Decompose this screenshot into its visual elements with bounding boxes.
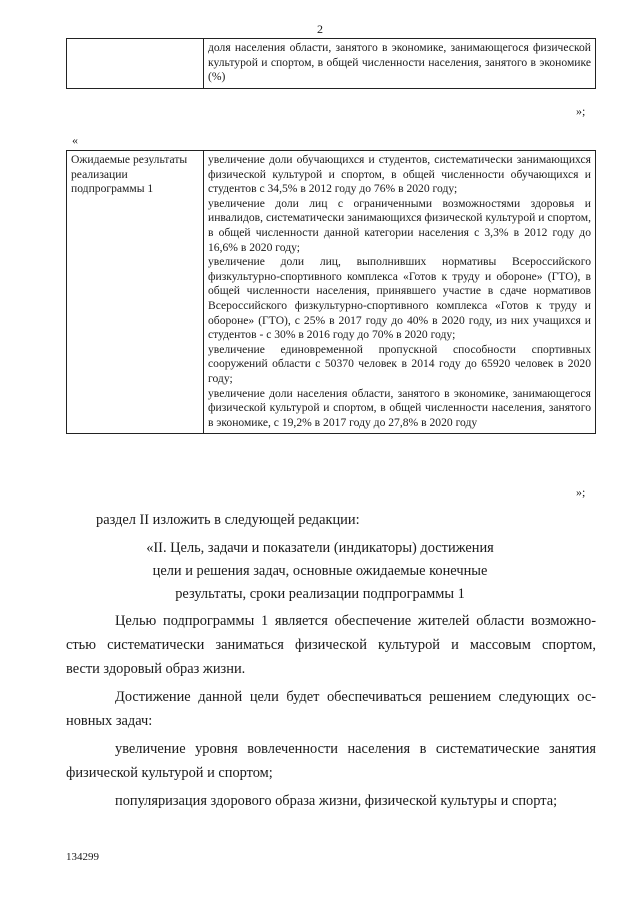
page-number: 2 [317, 22, 323, 36]
table-empty-cell [67, 39, 204, 89]
result-item: увеличение доли лиц, выполнивших нормативы Всероссийского физкультурно-спортивного комплекса «Готов к труду и обороне» (ГТО), в общей численности населения, принявшего участие в сдаче нормативов Всероссийского физкультурно-спортивного комплекса «Готов к труду и обороне» (ГТО), с 25% в 2017 году до 40% в 2020 году, из них учащихся и студентов - с 30% в 2016 году до 70% в 2020 году; [208, 255, 591, 342]
result-item: увеличение доли населения области, занятого в экономике, занимающегося физической культурой и спортом, в общей численности населения, занятого в экономике, с 19,2% в 2017 году до 27,8% в 2020 году [208, 386, 591, 429]
result-item: увеличение доли лиц с ограниченными возможностями здоровья и инвалидов, систематически занимающихся физической культурой и спортом, в общей численности данной категории населения с 3,3% в 2012 году до 16,6% в 2020 году; [208, 196, 591, 254]
expected-results-table [66, 150, 596, 434]
closing-quote: »; [576, 104, 586, 118]
result-item: увеличение доли обучающихся и студентов, систематически занимающихся физической культурой и спортом, в общей численности обучающихся и студентов с 34,5% в 2012 году до 76% в 2020 году; [208, 153, 591, 196]
paragraph-line: физической культурой и спортом; [66, 765, 273, 781]
closing-quote: »; [576, 485, 586, 499]
table-cell-text: доля населения области, занятого в экономике, занимающегося физической культурой и спортом, в общей численности населения, занятого в экономике (%) [204, 39, 596, 89]
section-intro: раздел II изложить в следующей редакции: [96, 512, 360, 528]
opening-quote: « [72, 133, 78, 147]
paragraph-line: вести здоровый образ жизни. [66, 661, 246, 677]
heading-line: цели и решения задач, основные ожидаемые конечные [152, 563, 488, 579]
heading-line: результаты, сроки реализации подпрограммы 1 [175, 586, 465, 602]
paragraph-line: Целью подпрограммы 1 является обеспечение жителей области возможно- [115, 613, 596, 629]
table-top-fragment [66, 38, 596, 89]
table-results-cell [204, 151, 596, 434]
paragraph-line: популяризация здорового образа жизни, физической культуры и спорта; [115, 793, 558, 809]
heading-line: «II. Цель, задачи и показатели (индикаторы) достижения [146, 540, 494, 556]
paragraph-line: Достижение данной цели будет обеспечиваться решением следующих ос- [115, 689, 596, 705]
table-label-cell: Ожидаемые результаты реализации подпрограммы 1 [67, 151, 204, 434]
result-item: увеличение единовременной пропускной способности спортивных сооружений области с 50370 человек в 2014 году до 65920 человек в 2020 году; [208, 342, 591, 385]
document-code: 134299 [66, 851, 99, 863]
paragraph-line: увеличение уровня вовлеченности населения в систематические занятия [115, 741, 596, 757]
paragraph-line: стью систематически заниматься физической культурой и массовым спортом, [66, 637, 596, 653]
paragraph-line: новных задач: [66, 713, 153, 729]
